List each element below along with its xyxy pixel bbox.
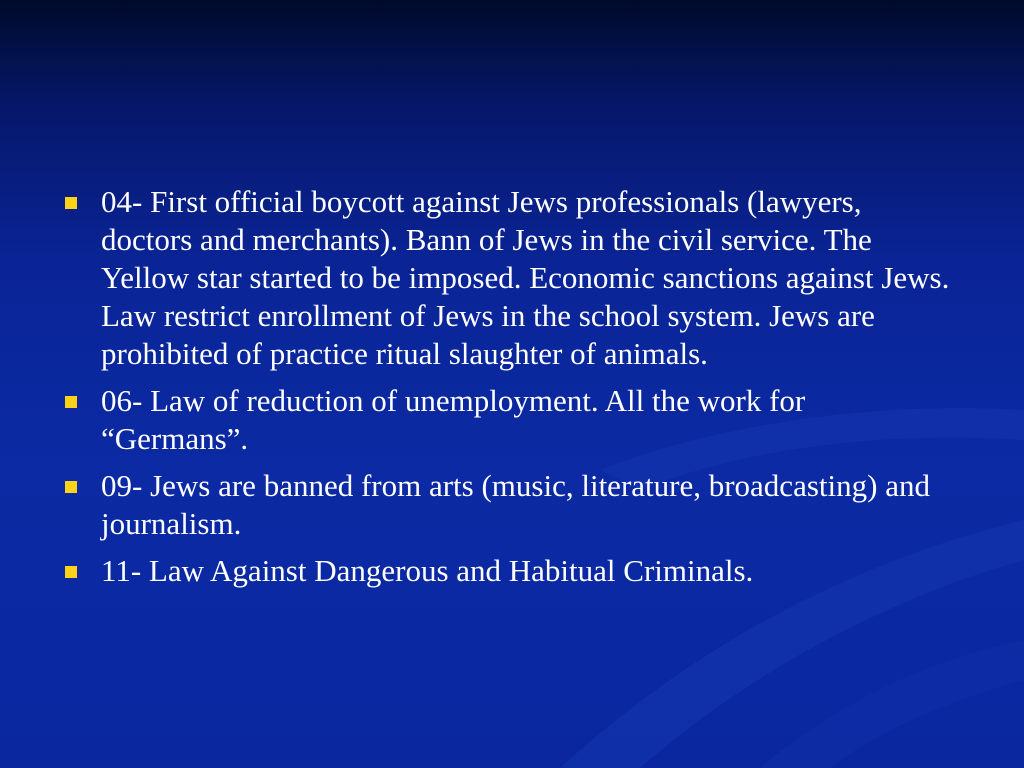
- bullet-item: [60, 467, 950, 543]
- slide-body: [60, 183, 950, 599]
- square-bullet-icon: [65, 197, 77, 209]
- bullet-list: [60, 183, 950, 590]
- bullet-item: [60, 382, 950, 458]
- bullet-item: [60, 183, 950, 373]
- square-bullet-icon: [65, 481, 77, 493]
- square-bullet-icon: [65, 566, 77, 578]
- bullet-text: 06- Law of reduction of unemployment. All the work for “Germans”.: [101, 383, 806, 456]
- bullet-item: [60, 552, 950, 590]
- square-bullet-icon: [65, 396, 77, 408]
- bullet-text: 11- Law Against Dangerous and Habitual Criminals.: [101, 553, 754, 588]
- bullet-text: 09- Jews are banned from arts (music, literature, broadcasting) and journalism.: [101, 468, 930, 541]
- bullet-text: 04- First official boycott against Jews professionals (lawyers, doctors and merchants). Bann of Jews in the civil service. The Yellow star started to be imposed. Economic sanctions against Jews. Law restrict enrollment of Jews in the school system. Jews are prohibited of practice ritual slaughter of animals.: [101, 184, 950, 371]
